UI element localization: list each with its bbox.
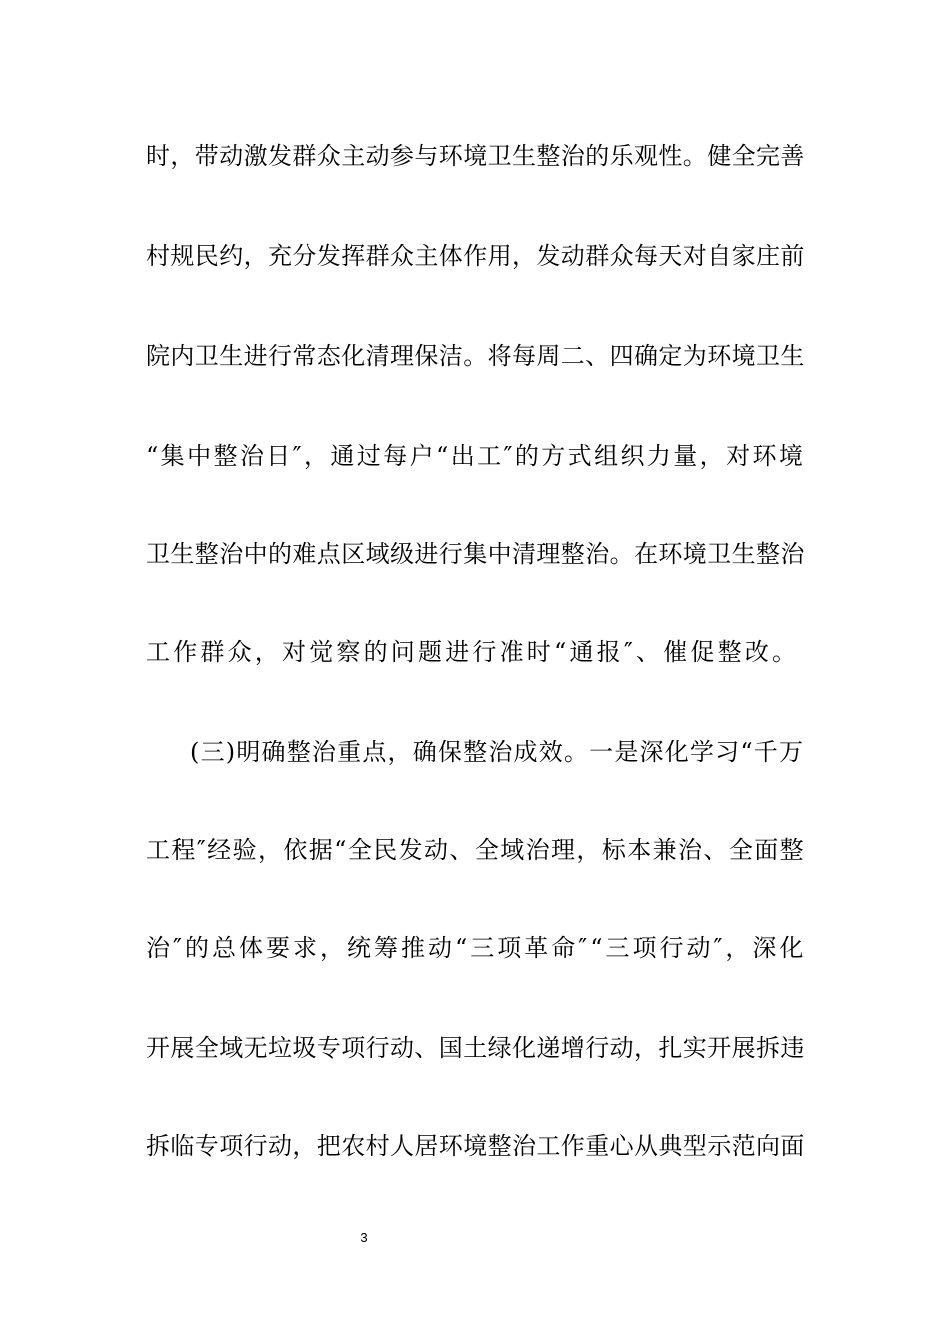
text-line-6: 工作群众，对觉察的问题进行准时“通报″、催促整改。 xyxy=(146,638,800,666)
text-line-8: 工程″经验，依据“全民发动、全域治理，标本兼治、全面整 xyxy=(146,836,806,864)
text-line-9: 治″的总体要求，统筹推动“三项革命″“三项行动″，深化 xyxy=(146,934,807,962)
text-line-11: 拆临专项行动，把农村人居环境整治工作重心从典型示范向面 xyxy=(146,1132,805,1160)
text-line-1: 时，带动激发群众主动参与环境卫生整治的乐观性。健全完善 xyxy=(146,142,805,170)
text-line-5: 卫生整治中的难点区域级进行集中清理整治。在环境卫生整治 xyxy=(146,540,805,568)
text-line-4: “集中整治日″，通过每户“出工″的方式组织力量，对环境 xyxy=(146,442,806,470)
text-line-2: 村规民约，充分发挥群众主体作用，发动群众每天对自家庄前 xyxy=(146,242,805,270)
text-line-3: 院内卫生进行常态化清理保洁。将每周二、四确定为环境卫生 xyxy=(146,342,805,370)
page-number: 3 xyxy=(360,1230,368,1245)
text-line-7: (三)明确整治重点，确保整治成效。一是深化学习“千万 xyxy=(190,738,805,766)
text-line-10: 开展全域无垃圾专项行动、国土绿化递增行动，扎实开展拆违 xyxy=(146,1034,805,1062)
